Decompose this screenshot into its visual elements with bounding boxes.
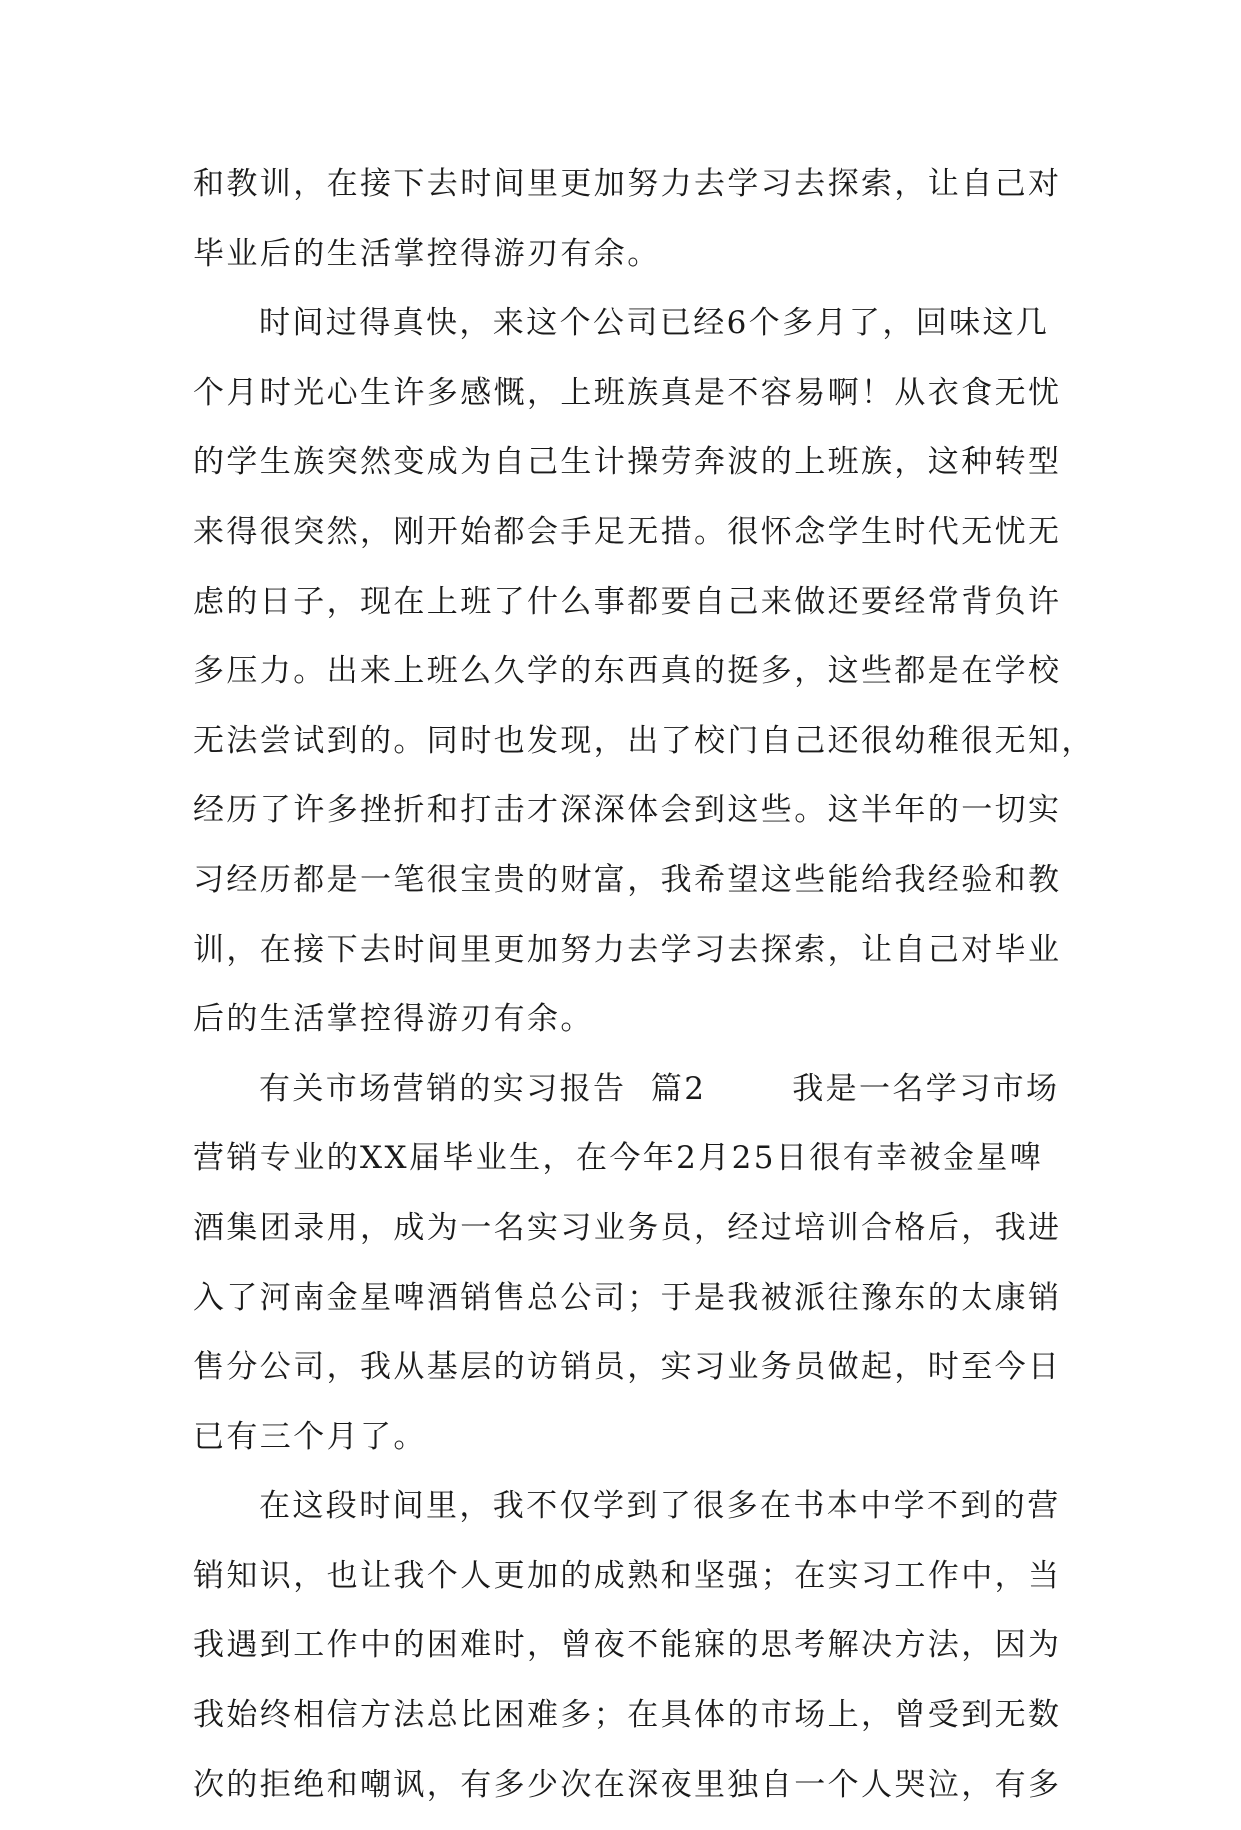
text-line: 多压力。出来上班么久学的东西真的挺多，这些都是在学校: [193, 653, 1062, 690]
text-line: 入了河南金星啤酒销售总公司；于是我被派往豫东的太康销: [193, 1279, 1062, 1316]
text-line: 的学生族突然变成为自己生计操劳奔波的上班族，这种转型: [193, 444, 1062, 481]
text-line: 营销专业的XX届毕业生，在今年2月25日很有幸被金星啤: [193, 1140, 1044, 1177]
text-line: 我遇到工作中的困难时，曾夜不能寐的思考解决方法，因为: [193, 1627, 1062, 1664]
text-line: 无法尝试到的。同时也发现，出了校门自己还很幼稚很无知，: [193, 722, 1095, 759]
body-text: [193, 160, 1095, 1830]
text-line: 售分公司，我从基层的访销员，实习业务员做起，时至今日: [193, 1349, 1062, 1386]
paragraph-start-line: 时间过得真快，来这个公司已经6个多月了，回味这几: [259, 305, 1050, 342]
text-line: 训，在接下去时间里更加努力去学习去探索，让自己对毕业: [193, 931, 1062, 968]
text-line: 酒集团录用，成为一名实习业务员，经过培训合格后，我进: [193, 1209, 1062, 1246]
text-line: 销知识，也让我个人更加的成熟和坚强；在实习工作中，当: [193, 1557, 1062, 1594]
section-heading-line: 有关市场营销的实习报告 篇2 我是一名学习市场: [259, 1070, 1060, 1107]
text-line: 虑的日子，现在上班了什么事都要自己来做还要经常背负许: [193, 583, 1062, 620]
text-line: 个月时光心生许多感慨，上班族真是不容易啊！从衣食无忧: [193, 374, 1062, 411]
text-line: 毕业后的生活掌控得游刃有余。: [193, 235, 661, 272]
text-line: 习经历都是一笔很宝贵的财富，我希望这些能给我经验和教: [193, 861, 1062, 898]
paragraph-start-line: 在这段时间里，我不仅学到了很多在书本中学不到的营: [259, 1488, 1061, 1525]
text-line: 和教训，在接下去时间里更加努力去学习去探索，让自己对: [193, 166, 1062, 202]
text-line: 经历了许多挫折和打击才深深体会到这些。这半年的一切实: [193, 792, 1062, 829]
text-line: 后的生活掌控得游刃有余。: [193, 1001, 594, 1038]
text-line: 次的拒绝和嘲讽，有多少次在深夜里独自一个人哭泣，有多: [193, 1766, 1062, 1803]
text-line: 来得很突然，刚开始都会手足无措。很怀念学生时代无忧无: [193, 513, 1062, 550]
text-line: 已有三个月了。: [193, 1418, 427, 1455]
text-line: 我始终相信方法总比困难多；在具体的市场上，曾受到无数: [193, 1697, 1062, 1734]
